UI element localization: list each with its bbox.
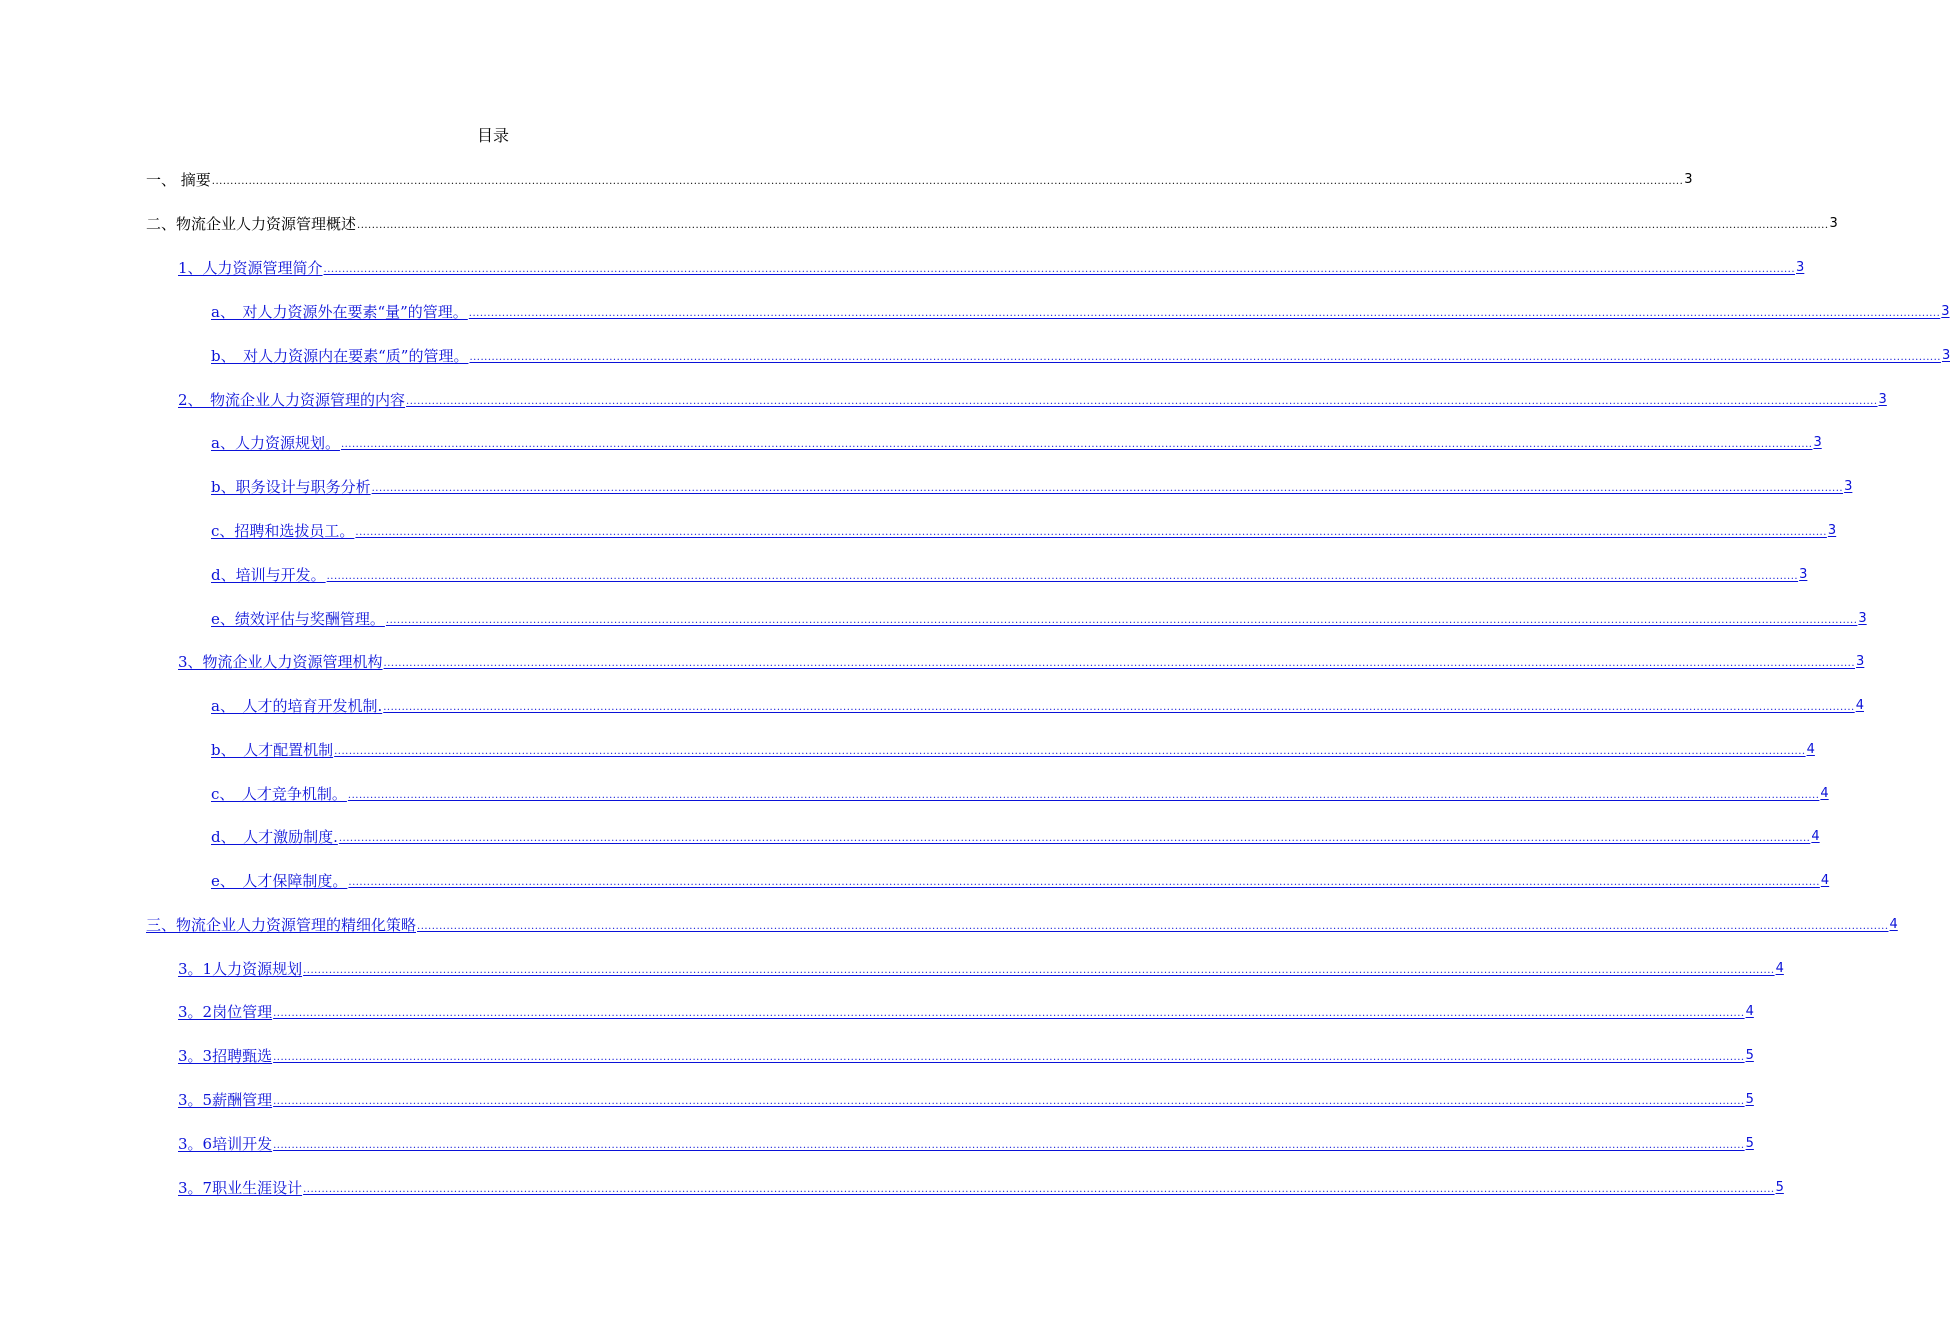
toc-link-hr-intro[interactable] <box>178 254 1805 278</box>
toc-link-3-5[interactable] <box>178 1086 1754 1110</box>
dot-leader: ................................................................................................................................................................................................................................................................................................................................................................................................................ <box>355 527 1827 538</box>
toc-entry-label: 3、物流企业人力资源管理机构 <box>178 653 383 671</box>
toc-entry-label: e、 人才保障制度。 <box>211 872 348 890</box>
toc-entry-label: 2、 物流企业人力资源管理的内容 <box>178 391 406 409</box>
toc-entry-label: a、 人才的培育开发机制. <box>211 697 383 715</box>
toc-link-quantity[interactable] <box>211 298 1950 322</box>
toc-entry-page: 3 <box>1941 348 1950 363</box>
toc-entry-page: 3 <box>1796 260 1805 275</box>
toc-entry-overview <box>146 210 1838 234</box>
toc-entry-page: 3 <box>1941 304 1950 319</box>
toc-entry-label: b、职务设计与职务分析 <box>211 478 371 496</box>
document-title: 目录 <box>476 126 509 145</box>
toc-entry-page: 3 <box>1813 435 1822 450</box>
dot-leader: ................................................................................................................................................................................................................................................................................................................................................................................................................ <box>340 439 1813 450</box>
toc-entry-label: 一、 摘要 <box>146 171 211 189</box>
toc-entry-page: 3 <box>1856 654 1865 669</box>
toc-entry-label: 二、物流企业人力资源管理概述 <box>146 215 357 233</box>
toc-link-talent-incentive[interactable] <box>211 823 1820 847</box>
dot-leader: ................................................................................................................................................................................................................................................................................................................................................................................................................ <box>334 746 1806 757</box>
toc-entry-label: 3。7职业生涯设计 <box>178 1179 303 1197</box>
toc-entry-label: b、 对人力资源内在要素“质”的管理。 <box>211 347 469 365</box>
dot-leader: ................................................................................................................................................................................................................................................................................................................................................................................................................ <box>468 308 1941 319</box>
toc-entry-page: 4 <box>1775 961 1784 976</box>
toc-entry-page: 5 <box>1775 1180 1784 1195</box>
dot-leader: ................................................................................................................................................................................................................................................................................................................................................................................................................ <box>348 877 1820 888</box>
toc-link-hr-mechanism[interactable] <box>178 648 1865 672</box>
toc-link-recruitment[interactable] <box>211 517 1837 541</box>
toc-entry-page: 3 <box>1829 216 1838 231</box>
dot-leader: ................................................................................................................................................................................................................................................................................................................................................................................................................ <box>273 1052 1745 1063</box>
toc-entry-label: 三、物流企业人力资源管理的精细化策略 <box>146 916 417 934</box>
toc-entry-label: 3。3招聘甄选 <box>178 1047 273 1065</box>
dot-leader: ................................................................................................................................................................................................................................................................................................................................................................................................................ <box>417 921 1889 932</box>
toc-link-talent-development[interactable] <box>211 692 1864 716</box>
toc-link-3-3[interactable] <box>178 1042 1754 1066</box>
toc-link-hr-content[interactable] <box>178 386 1887 410</box>
toc-link-job-design[interactable] <box>211 473 1853 497</box>
dot-leader: ................................................................................................................................................................................................................................................................................................................................................................................................................ <box>303 1184 1775 1195</box>
toc-link-talent-competition[interactable] <box>211 780 1829 804</box>
toc-entry-label: 3。5薪酬管理 <box>178 1091 273 1109</box>
toc-entry-page: 4 <box>1855 698 1864 713</box>
toc-entry-label: e、绩效评估与奖酬管理。 <box>211 610 385 628</box>
toc-entry-page: 3 <box>1878 392 1887 407</box>
toc-entry-label: c、 人才竞争机制。 <box>211 785 347 803</box>
toc-entry-label: 1、人力资源管理简介 <box>178 259 323 277</box>
dot-leader: ................................................................................................................................................................................................................................................................................................................................................................................................................ <box>383 658 1856 669</box>
toc-entry-label: 3。1人力资源规划 <box>178 960 303 978</box>
toc-entry-page: 4 <box>1820 786 1829 801</box>
toc-entry-page: 5 <box>1745 1136 1754 1151</box>
toc-entry-label: 3。2岗位管理 <box>178 1003 273 1021</box>
toc-entry-page: 4 <box>1745 1004 1754 1019</box>
dot-leader: ................................................................................................................................................................................................................................................................................................................................................................................................................ <box>357 220 1829 231</box>
dot-leader: ................................................................................................................................................................................................................................................................................................................................................................................................................ <box>385 615 1858 626</box>
toc-entry-page: 4 <box>1889 917 1898 932</box>
toc-entry-page: 4 <box>1820 873 1830 888</box>
dot-leader: ................................................................................................................................................................................................................................................................................................................................................................................................................ <box>303 965 1775 976</box>
dot-leader: ................................................................................................................................................................................................................................................................................................................................................................................................................ <box>383 702 1855 713</box>
dot-leader: ................................................................................................................................................................................................................................................................................................................................................................................................................ <box>273 1096 1745 1107</box>
dot-leader: ................................................................................................................................................................................................................................................................................................................................................................................................................ <box>323 264 1796 275</box>
dot-leader: ................................................................................................................................................................................................................................................................................................................................................................................................................ <box>273 1008 1745 1019</box>
toc-link-talent-allocation[interactable] <box>211 736 1815 760</box>
dot-leader: ................................................................................................................................................................................................................................................................................................................................................................................................................ <box>347 790 1820 801</box>
toc-entry-label: c、招聘和选拔员工。 <box>211 522 355 540</box>
toc-link-hr-planning[interactable] <box>211 429 1822 453</box>
toc-entry-label: d、培训与开发。 <box>211 566 326 584</box>
toc-entry-label: a、人力资源规划。 <box>211 434 340 452</box>
toc-entry-label: b、 人才配置机制 <box>211 741 334 759</box>
toc-entry-label: d、 人才激励制度. <box>211 828 338 846</box>
dot-leader: ................................................................................................................................................................................................................................................................................................................................................................................................................ <box>338 833 1811 844</box>
toc-entry-page: 4 <box>1806 742 1815 757</box>
toc-entry-page: 3 <box>1844 479 1853 494</box>
toc-entry-page: 3 <box>1858 611 1867 626</box>
toc-entry-label: 3。6培训开发 <box>178 1135 273 1153</box>
toc-entry-page: 3 <box>1799 567 1808 582</box>
dot-leader: ................................................................................................................................................................................................................................................................................................................................................................................................................ <box>406 396 1878 407</box>
toc-link-3-6[interactable] <box>178 1130 1754 1154</box>
toc-entry-page: 3 <box>1684 172 1693 187</box>
dot-leader: ................................................................................................................................................................................................................................................................................................................................................................................................................ <box>469 352 1941 363</box>
toc-entry-page: 5 <box>1745 1048 1754 1063</box>
toc-entry-page: 5 <box>1745 1092 1754 1107</box>
toc-entry-label: a、 对人力资源外在要素“量”的管理。 <box>211 303 468 321</box>
toc-link-training[interactable] <box>211 561 1808 585</box>
toc-link-quality[interactable] <box>211 342 1950 366</box>
toc-link-talent-security[interactable] <box>211 867 1830 891</box>
dot-leader: ................................................................................................................................................................................................................................................................................................................................................................................................................ <box>273 1140 1745 1151</box>
dot-leader: ................................................................................................................................................................................................................................................................................................................................................................................................................ <box>211 176 1684 187</box>
dot-leader: ................................................................................................................................................................................................................................................................................................................................................................................................................ <box>371 483 1844 494</box>
toc-entry-abstract <box>146 166 1693 190</box>
toc-entry-page: 4 <box>1811 829 1820 844</box>
toc-link-performance[interactable] <box>211 605 1867 629</box>
toc-entry-page: 3 <box>1827 523 1837 538</box>
toc-link-3-1[interactable] <box>178 955 1784 979</box>
dot-leader: ................................................................................................................................................................................................................................................................................................................................................................................................................ <box>326 571 1799 582</box>
toc-link-3-2[interactable] <box>178 998 1754 1022</box>
toc-link-3-7[interactable] <box>178 1174 1784 1198</box>
toc-link-refinement-strategy[interactable] <box>146 911 1898 935</box>
